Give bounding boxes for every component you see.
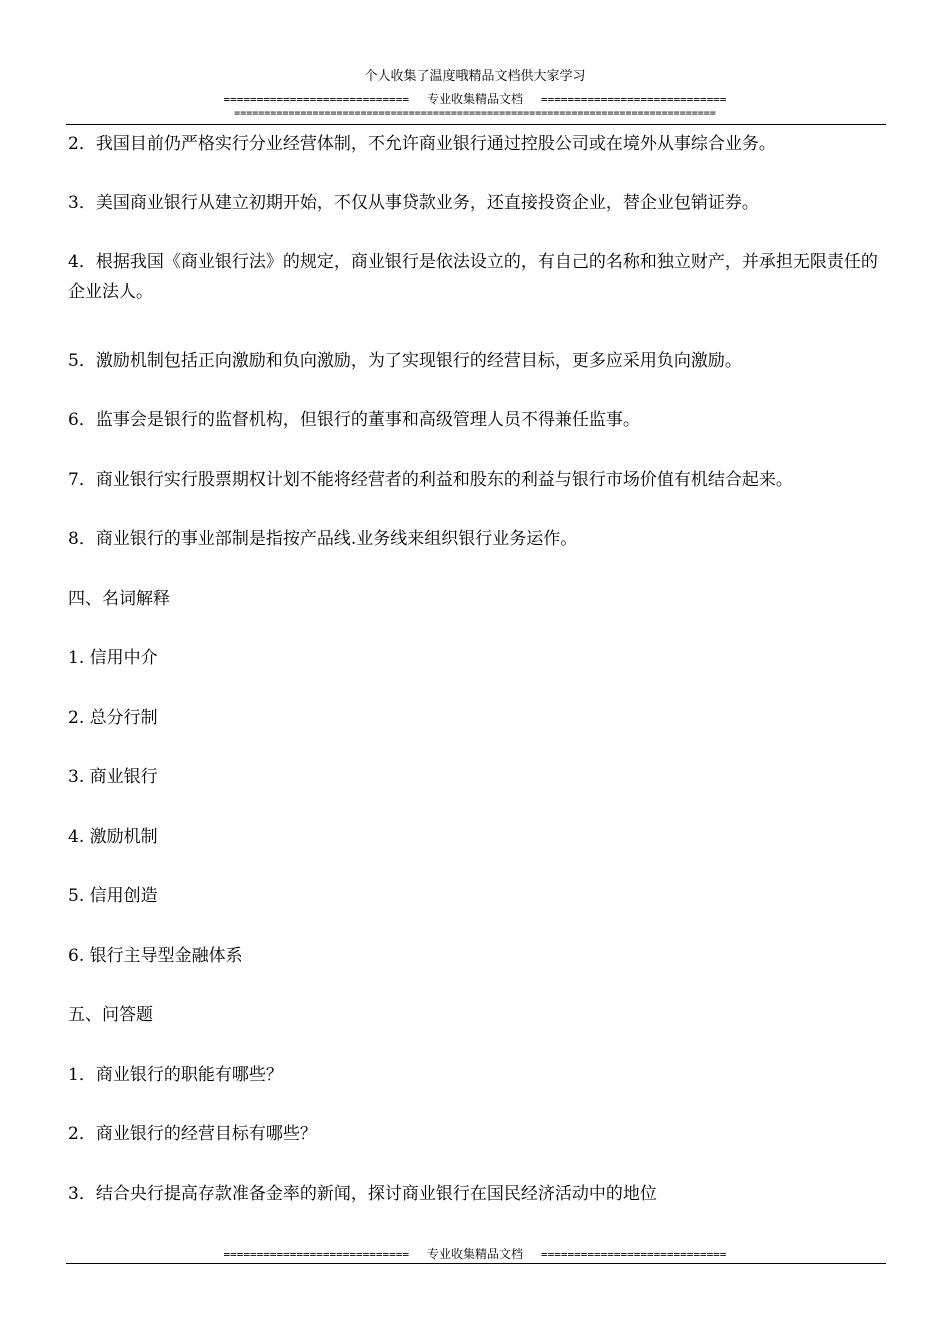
term-item-4: 4. 激励机制 (68, 827, 158, 847)
term-item-2: 2. 总分行制 (68, 708, 158, 728)
tf-item-3: 3．美国商业银行从建立初期开始，不仅从事贷款业务，还直接投资企业，替企业包销证券。 (68, 193, 759, 213)
header-rule (66, 124, 886, 125)
tf-item-5: 5．激励机制包括正向激励和负向激励，为了实现银行的经营目标，更多应采用负向激励。 (68, 351, 742, 371)
footer-separator-right: ============================ (541, 1248, 727, 1261)
header-separator-right: ============================ (541, 93, 727, 106)
tf-item-2: 2．我国目前仍严格实行分业经营体制，不允许商业银行通过控股公司或在境外从事综合业务。 (68, 134, 776, 154)
section-heading-terms: 四、名词解释 (68, 589, 170, 609)
header-separator-full: ================================================================================ (234, 108, 716, 119)
footer-separator-label: 专业收集精品文档 (426, 1247, 523, 1261)
term-item-6: 6. 银行主导型金融体系 (68, 946, 243, 966)
tf-item-8: 8．商业银行的事业部制是指按产品线.业务线来组织银行业务运作。 (68, 529, 578, 549)
qa-item-2: 2．商业银行的经营目标有哪些？ (68, 1124, 317, 1144)
qa-item-1: 1．商业银行的职能有哪些？ (68, 1065, 283, 1085)
qa-item-3: 3．结合央行提高存款准备金率的新闻，探讨商业银行在国民经济活动中的地位 (68, 1184, 657, 1204)
term-item-3: 3. 商业银行 (68, 767, 158, 787)
footer-separator-left: ============================ (223, 1248, 409, 1261)
page-header-title: 个人收集了温度哦精品文档供大家学习 (364, 69, 586, 84)
term-item-5: 5. 信用创造 (68, 886, 158, 906)
tf-item-6: 6．监事会是银行的监督机构，但银行的董事和高级管理人员不得兼任监事。 (68, 410, 640, 430)
term-item-1: 1. 信用中介 (68, 648, 158, 668)
tf-item-7: 7．商业银行实行股票期权计划不能将经营者的利益和股东的利益与银行市场价值有机结合起来。 (68, 470, 793, 490)
header-separator (0, 92, 950, 107)
footer-separator (0, 1247, 950, 1262)
footer-rule (66, 1263, 886, 1264)
tf-item-4: 4．根据我国《商业银行法》的规定，商业银行是依法设立的，有自己的名称和独立财产，并承担无限责任的企业法人。 (68, 252, 878, 302)
header-separator-label: 专业收集精品文档 (426, 92, 523, 106)
header-separator-left: ============================ (223, 93, 409, 106)
section-heading-qa: 五、问答题 (68, 1005, 153, 1025)
